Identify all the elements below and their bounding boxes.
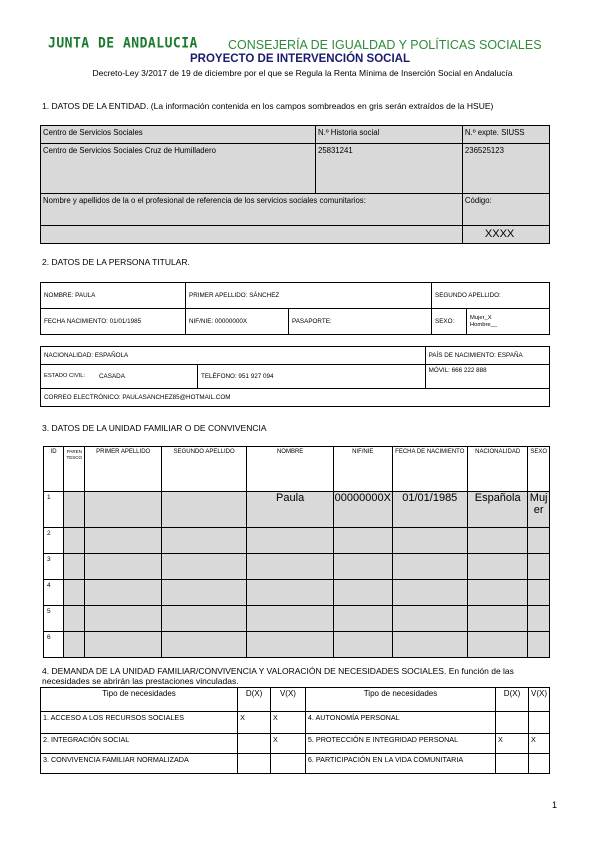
section1-heading: 1. DATOS DE LA ENTIDAD. (La información contenida en los campos sombreados en gris serán extraídos de la HSUE) [42,101,494,111]
family-cell-segundo [162,580,247,606]
col-nombre: NOMBRE [247,447,334,492]
family-cell-id: 2 [44,528,64,554]
family-cell-nacionalidad [468,606,528,632]
family-cell-segundo [162,606,247,632]
decree-text: Decreto-Ley 3/2017 de 19 de diciembre por el que se Regula la Renta Mínima de Inserción Social en Andalucía [92,68,513,78]
needs-cell-left: 1. ACCESO A LOS RECURSOS SOCIALES [41,712,238,734]
titular-table-2 [40,346,550,407]
family-cell-nif [334,528,393,554]
needs-col-tipo-right: Tipo de necesidades [305,688,495,712]
sexo-mujer: Mujer_X [470,314,492,321]
family-cell-primer [85,554,162,580]
titular-pais-nacimiento: PAÍS DE NACIMIENTO: ESPAÑA [425,347,549,365]
family-cell-nombre [247,632,334,658]
logo-junta-andalucia: JUNTA DE ANDALUCIA [48,35,198,52]
family-cell-nif: 00000000X [334,492,393,528]
needs-table [40,687,550,774]
family-cell-parentesco [64,580,85,606]
needs-col-v-right: V(X) [529,688,550,712]
family-cell-fecha [392,528,468,554]
family-cell-nacionalidad: Española [468,492,528,528]
estado-civil-label: ESTADO CIVIL: [44,372,86,379]
family-cell-nacionalidad [468,580,528,606]
titular-fecha-nacimiento: FECHA NACIMIENTO: 01/01/1985 [41,309,186,335]
family-cell-segundo [162,492,247,528]
needs-cell-left: 3. CONVIVENCIA FAMILIAR NORMALIZADA [41,754,238,774]
codigo-text: XXXX [484,228,515,240]
needs-cell-right: 4. AUTONOMÍA PERSONAL [305,712,495,734]
needs-cell-right: 5. PROTECCIÓN E INTEGRIDAD PERSONAL [305,734,495,754]
needs-cell-left: 2. INTEGRACIÓN SOCIAL [41,734,238,754]
family-cell-sexo [528,580,550,606]
needs-col-d-left: D(X) [238,688,271,712]
family-cell-primer [85,632,162,658]
needs-cell-ld [238,754,271,774]
family-cell-segundo [162,632,247,658]
family-cell-id: 4 [44,580,64,606]
section3-heading: 3. DATOS DE LA UNIDAD FAMILIAR O DE CONVIVENCIA [42,423,267,433]
titular-nombre: NOMBRE: PAULA [41,283,186,309]
family-cell-nombre [247,528,334,554]
table-row [41,734,550,754]
centro-value: Centro de Servicios Sociales Cruz de Humilladero [41,144,316,194]
table-row [44,580,550,606]
col-id: ID [44,447,64,492]
table-row [44,554,550,580]
family-cell-parentesco [64,632,85,658]
needs-cell-rv: X [529,734,550,754]
entity-table [40,125,550,244]
titular-telefono: TELÉFONO: 951 927 094 [198,365,426,389]
table-row [41,712,550,734]
family-cell-id: 3 [44,554,64,580]
family-cell-sexo [528,606,550,632]
estado-civil-value: CASADA [99,372,125,380]
needs-col-tipo-left: Tipo de necesidades [41,688,238,712]
titular-segundo-apellido: SEGUNDO APELLIDO: [432,283,550,309]
family-cell-parentesco [64,606,85,632]
family-cell-fecha [392,606,468,632]
family-cell-primer [85,492,162,528]
needs-cell-ld: X [238,712,271,734]
section2-heading: 2. DATOS DE LA PERSONA TITULAR. [42,257,190,267]
titular-table-1 [40,282,550,335]
titular-nif: NIF/NIE: 00000000X [186,309,289,335]
col-fecha-nacimiento: FECHA DE NACIMIENTO [392,447,468,492]
family-cell-primer [85,528,162,554]
family-cell-primer [85,606,162,632]
family-cell-parentesco [64,528,85,554]
titular-pasaporte: PASAPORTE: [289,309,432,335]
col-primer-apellido: PRIMER APELLIDO [85,447,162,492]
family-cell-nif [334,554,393,580]
department-name: CONSEJERÍA DE IGUALDAD Y POLÍTICAS SOCIALES [228,38,542,52]
family-cell-id: 6 [44,632,64,658]
profesional-label: Nombre y apellidos de la o el profesional de referencia de los servicios sociales comunitarios: [41,194,463,226]
family-cell-nombre: Paula [247,492,334,528]
needs-cell-right: 6. PARTICIPACIÓN EN LA VIDA COMUNITARIA [305,754,495,774]
needs-cell-rv [529,754,550,774]
family-cell-nacionalidad [468,554,528,580]
family-cell-nombre [247,606,334,632]
section4-heading: 4. DEMANDA DE LA UNIDAD FAMILIAR/CONVIVENCIA Y VALORACIÓN DE NECESIDADES SOCIALES. En función de las necesidades se abrirán las prestaciones vinculadas. [42,666,514,686]
family-cell-nacionalidad [468,632,528,658]
family-cell-nacionalidad [468,528,528,554]
table-row [44,632,550,658]
needs-col-v-left: V(X) [271,688,306,712]
family-cell-nombre [247,580,334,606]
family-cell-nombre [247,554,334,580]
family-cell-parentesco [64,554,85,580]
titular-sexo-label: SEXO: [432,309,467,335]
titular-primer-apellido: PRIMER APELLIDO: SÁNCHEZ [186,283,432,309]
titular-correo: CORREO ELECTRÓNICO: PAULASANCHEZ85@HOTMAIL.COM [41,389,550,407]
table-row [44,606,550,632]
col-nif: NIF/NIE [334,447,393,492]
document-title: PROYECTO DE INTERVENCIÓN SOCIAL [189,53,411,65]
family-cell-nif [334,606,393,632]
family-cell-id: 5 [44,606,64,632]
needs-cell-lv: X [271,734,306,754]
family-cell-sexo [528,554,550,580]
titular-sexo-options [467,309,550,335]
table-row [41,754,550,774]
codigo-label: Código: [462,194,549,226]
needs-cell-ld [238,734,271,754]
needs-cell-lv: X [271,712,306,734]
titular-estado-civil [41,365,198,389]
family-cell-parentesco [64,492,85,528]
family-cell-id: 1 [44,492,64,528]
needs-cell-lv [271,754,306,774]
needs-col-d-right: D(X) [496,688,529,712]
table-row [44,528,550,554]
historia-value: 25831241 [316,144,463,194]
family-cell-sexo: Mujer [528,492,550,528]
col-segundo-apellido: SEGUNDO APELLIDO [162,447,247,492]
family-cell-nif [334,580,393,606]
needs-cell-rd: X [496,734,529,754]
centro-header: Centro de Servicios Sociales [41,126,316,144]
family-cell-fecha [392,580,468,606]
needs-cell-rd [496,712,529,734]
family-cell-segundo [162,554,247,580]
col-parentesco [64,447,85,492]
expte-value: 236525123 [462,144,549,194]
profesional-value [41,226,463,244]
family-cell-fecha [392,554,468,580]
family-cell-primer [85,580,162,606]
family-cell-fecha [392,632,468,658]
titular-movil: MÓVIL: 666 222 888 [425,365,549,389]
col-nacionalidad: NACIONALIDAD [468,447,528,492]
col-sexo: SEXO [528,447,550,492]
historia-header: N.º Historia social [316,126,463,144]
family-cell-sexo [528,528,550,554]
col-parentesco-text: PARENTESCO [66,449,83,460]
sexo-hombre: Hombre__ [470,321,498,328]
needs-cell-rv [529,712,550,734]
family-cell-nif [334,632,393,658]
expte-header: N.º expte. SIUSS [462,126,549,144]
codigo-value [462,226,549,244]
family-cell-fecha: 01/01/1985 [392,492,468,528]
needs-cell-rd [496,754,529,774]
page-number: 1 [552,800,558,810]
family-cell-sexo [528,632,550,658]
family-table [43,446,550,658]
family-cell-segundo [162,528,247,554]
titular-nacionalidad: NACIONALIDAD: ESPAÑOLA [41,347,426,365]
table-row [44,492,550,528]
